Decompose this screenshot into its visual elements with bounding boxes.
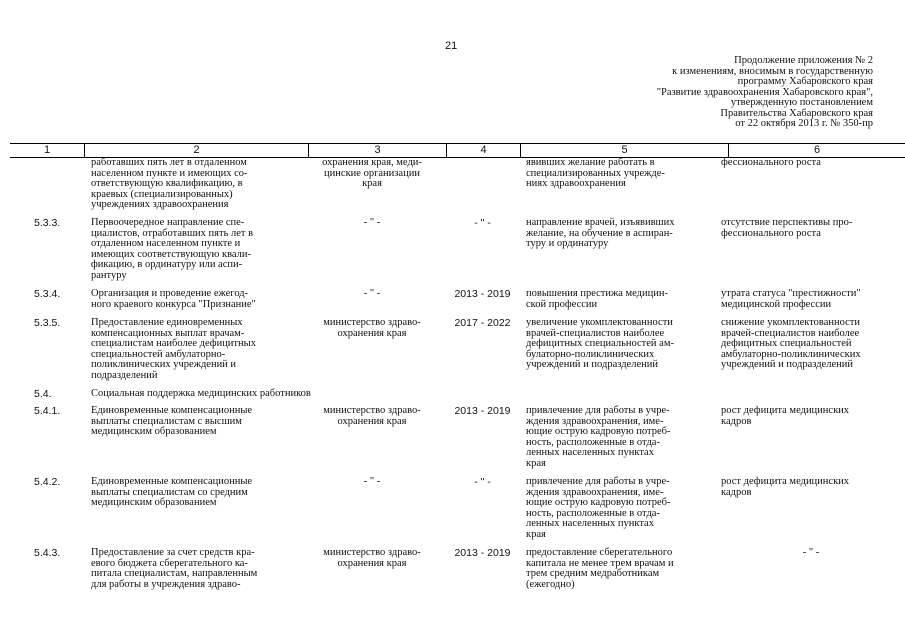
section-title: Социальная поддержка медицинских работников <box>91 388 311 399</box>
header-line: программу Хабаровского края <box>737 76 873 87</box>
measure-name: Единовременные компенсационные выплаты специалистам со средним медицинским образованием <box>91 476 253 508</box>
consequence: снижение укомплектованности врачей-специалистов наиболее дефицитных специальностей амбулаторно-поликлинических учреждений и подразделений <box>721 317 861 370</box>
consequence: отсутствие перспективы про- фессионального роста <box>721 217 853 239</box>
measure-name: Предоставление за счет средств кра- евого бюджета сберегательного ка- питала специалистам, направленным для работы в учреждения здраво- <box>91 547 258 590</box>
column-header-1: 1 <box>43 144 51 156</box>
item-number: 5.3.5. <box>34 317 61 329</box>
measure-name: Единовременные компенсационные выплаты специалистам с высшим медицинским образованием <box>91 405 253 437</box>
column-header-6: 6 <box>728 144 905 157</box>
header-line: от 22 октября 2013 г. № 350-пр <box>735 118 873 129</box>
expected-result: направление врачей, изъявивших желание, на обучение в аспиран- туру и ординатуру <box>526 217 675 249</box>
period: 2013 - 2019 <box>454 405 511 417</box>
consequence: - " - <box>802 547 820 558</box>
appendix-header <box>573 56 873 130</box>
column-header-3: 3 <box>308 144 446 157</box>
item-number: 5.4.2. <box>34 476 61 488</box>
item-number: 5.4.3. <box>34 547 61 559</box>
measure-name: Организация и проведение ежегод- ного краевого конкурса "Признание" <box>91 288 256 310</box>
header-line: Продолжение приложения № 2 <box>734 55 873 66</box>
header-line: "Развитие здравоохранения Хабаровского края", <box>656 86 873 98</box>
period: - " - <box>474 217 491 229</box>
measure-name: работавших пять лет в отдаленном населенном пункте и имеющих со- ответствующую квалификацию, в краевых (специализированных) учреждениях здравоохранения <box>91 157 248 210</box>
expected-result: увеличение укомплектованности врачей-специалистов наиболее дефицитных специальностей ам- булаторно-поликлинических учреждений и подразделений <box>526 317 674 370</box>
period: 2013 - 2019 <box>454 547 511 559</box>
header-line: утвержденную постановлением <box>730 97 873 108</box>
item-number: 5.3.3. <box>34 217 61 229</box>
consequence: рост дефицита медицинских кадров <box>721 405 850 427</box>
column-header-2: 2 <box>84 144 308 157</box>
item-number: 5.3.4. <box>34 288 61 300</box>
executor: - " - <box>363 476 381 487</box>
executor: министерство здраво- охранения края <box>323 547 421 569</box>
expected-result: привлечение для работы в учре- ждения здравоохранения, име- ющие острую кадровую потреб- ность, расположенные в отда- ленных населенных пунктах края <box>526 476 671 540</box>
column-header-5: 5 <box>520 144 728 157</box>
header-line: к изменениям, вносимым в государственную <box>672 65 873 77</box>
consequence: утрата статуса "престижности" медицинской профессии <box>721 288 861 310</box>
executor: министерство здраво- охранения края <box>323 317 421 339</box>
executor: министерство здраво- охранения края <box>323 405 421 427</box>
expected-result: повышения престижа медицин- ской профессии <box>526 288 669 310</box>
measure-name: Предоставление единовременных компенсационных выплат врачам- специалистам наиболее дефицитных специальностей амбулаторно- поликлинических учреждений и подразделений <box>91 317 256 381</box>
executor: - " - <box>363 288 381 299</box>
executor: охранения края, меди- цинские организации края <box>322 157 422 189</box>
expected-result: предоставление сберегательного капитала не менее трем врачам и трем средним медработникам (ежегодно) <box>526 547 674 590</box>
column-header-4: 4 <box>446 144 520 157</box>
period: 2017 - 2022 <box>454 317 511 329</box>
header-line: Правительства Хабаровского края <box>720 107 873 119</box>
period: 2013 - 2019 <box>454 288 511 300</box>
table-column-header-row <box>10 143 905 158</box>
page-number: 21 <box>445 40 458 52</box>
expected-result: явивших желание работать в специализированных учрежде- ниях здравоохранения <box>526 157 665 189</box>
executor: - " - <box>363 217 381 228</box>
consequence: рост дефицита медицинских кадров <box>721 476 850 498</box>
measure-name: Первоочередное направление спе- циалистов, отработавших пять лет в отдаленном населенном пункте и имеющих соответствующую квали- фикацию, в ординатуру или аспи- рантуру <box>91 217 254 281</box>
period: - " - <box>474 476 491 488</box>
expected-result: привлечение для работы в учре- ждения здравоохранения, име- ющие острую кадровую потреб- ность, расположенные в отда- ленных населенных пунктах края <box>526 405 671 469</box>
item-number: 5.4. <box>34 388 52 400</box>
item-number: 5.4.1. <box>34 405 61 417</box>
consequence: фессионального роста <box>721 157 821 168</box>
